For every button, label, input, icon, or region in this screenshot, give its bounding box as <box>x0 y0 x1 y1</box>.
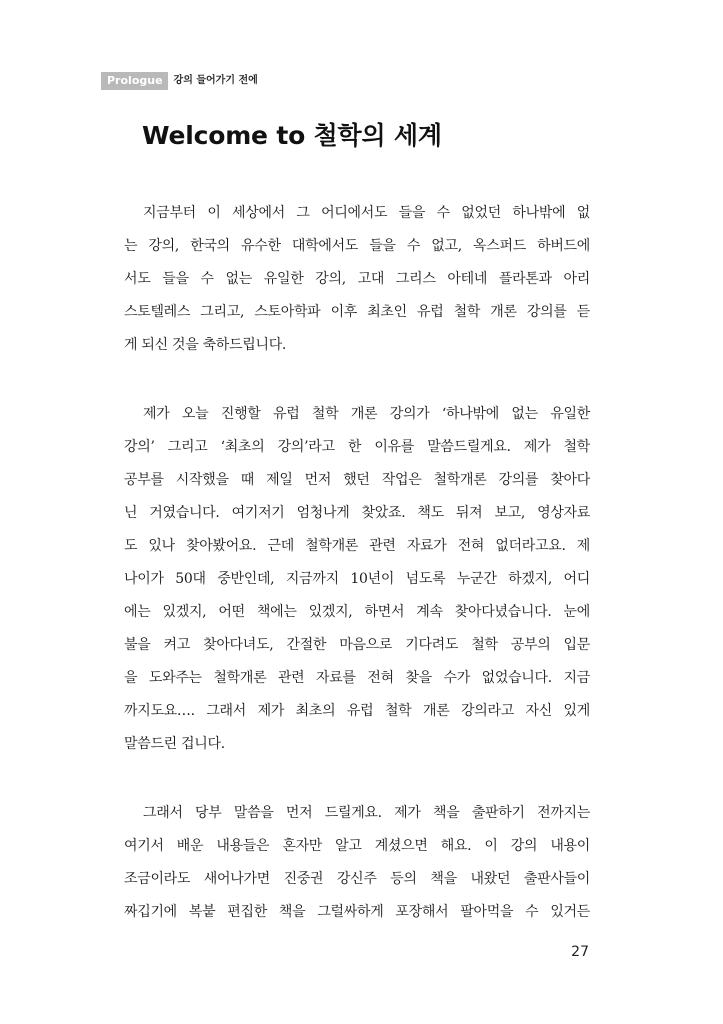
text-line: 서도 들을 수 없는 유일한 강의, 고대 그리스 아테네 플라톤과 아리 <box>124 271 590 287</box>
text-line: 게 되신 것을 축하드립니다. <box>124 337 287 353</box>
paragraph-2 <box>124 398 590 761</box>
paragraph-3 <box>124 797 590 929</box>
text-line: 그래서 당부 말씀을 먼저 드릴게요. 제가 책을 출판하기 전까지는 <box>143 805 590 821</box>
text-line: 는 강의, 한국의 유수한 대학에서도 들을 수 없고, 옥스퍼드 하버드에 <box>124 238 590 254</box>
section-tag: Prologue <box>101 72 168 90</box>
paragraph-1 <box>124 197 590 362</box>
text-line: 말씀드린 겁니다. <box>124 736 225 752</box>
text-line: 강의’ 그리고 ‘최초의 강의’라고 한 이유를 말씀드릴게요. 제가 철학 <box>124 439 590 455</box>
text-line: 도 있나 찾아봤어요. 근데 철학개론 관련 자료가 전혀 없더라고요. 제 <box>124 538 590 554</box>
text-line: 닌 거였습니다. 여기저기 엄청나게 찾았죠. 책도 뒤져 보고, 영상자료 <box>124 505 590 521</box>
text-line: 을 도와주는 철학개론 관련 자료를 전혀 찾을 수가 없었습니다. 지금 <box>124 670 590 686</box>
text-line: 짜깁기에 복붙 편집한 책을 그럴싸하게 포장해서 팔아먹을 수 있거든 <box>124 904 590 920</box>
running-header <box>101 72 258 90</box>
text-line: 지금부터 이 세상에서 그 어디에서도 들을 수 없었던 하나밖에 없 <box>143 205 590 221</box>
text-line: 조금이라도 새어나가면 진중권 강신주 등의 책을 내왔던 출판사들이 <box>124 871 590 887</box>
body-text <box>124 197 590 965</box>
section-title: 강의 들어가기 전에 <box>173 75 258 86</box>
page-number: 27 <box>571 944 589 960</box>
page-title: Welcome to 철학의 세계 <box>142 121 442 150</box>
text-line: 나이가 50대 중반인데, 지금까지 10년이 넘도록 누군간 하겠지, 어디 <box>124 571 590 587</box>
text-line: 스토텔레스 그리고, 스토아학파 이후 최초인 유럽 철학 개론 강의를 듣 <box>124 304 590 320</box>
text-line: 불을 켜고 찾아다녀도, 간절한 마음으로 기다려도 철학 공부의 입문 <box>124 637 590 653</box>
text-line: 여기서 배운 내용들은 혼자만 알고 계셨으면 해요. 이 강의 내용이 <box>124 838 590 854</box>
text-line: 공부를 시작했을 때 제일 먼저 했던 작업은 철학개론 강의를 찾아다 <box>124 472 590 488</box>
text-line: 까지도요…. 그래서 제가 최초의 유럽 철학 개론 강의라고 자신 있게 <box>124 703 590 719</box>
text-line: 에는 있겠지, 어떤 책에는 있겠지, 하면서 계속 찾아다녔습니다. 눈에 <box>124 604 590 620</box>
text-line: 제가 오늘 진행할 유럽 철학 개론 강의가 ‘하나밖에 없는 유일한 <box>143 406 590 422</box>
